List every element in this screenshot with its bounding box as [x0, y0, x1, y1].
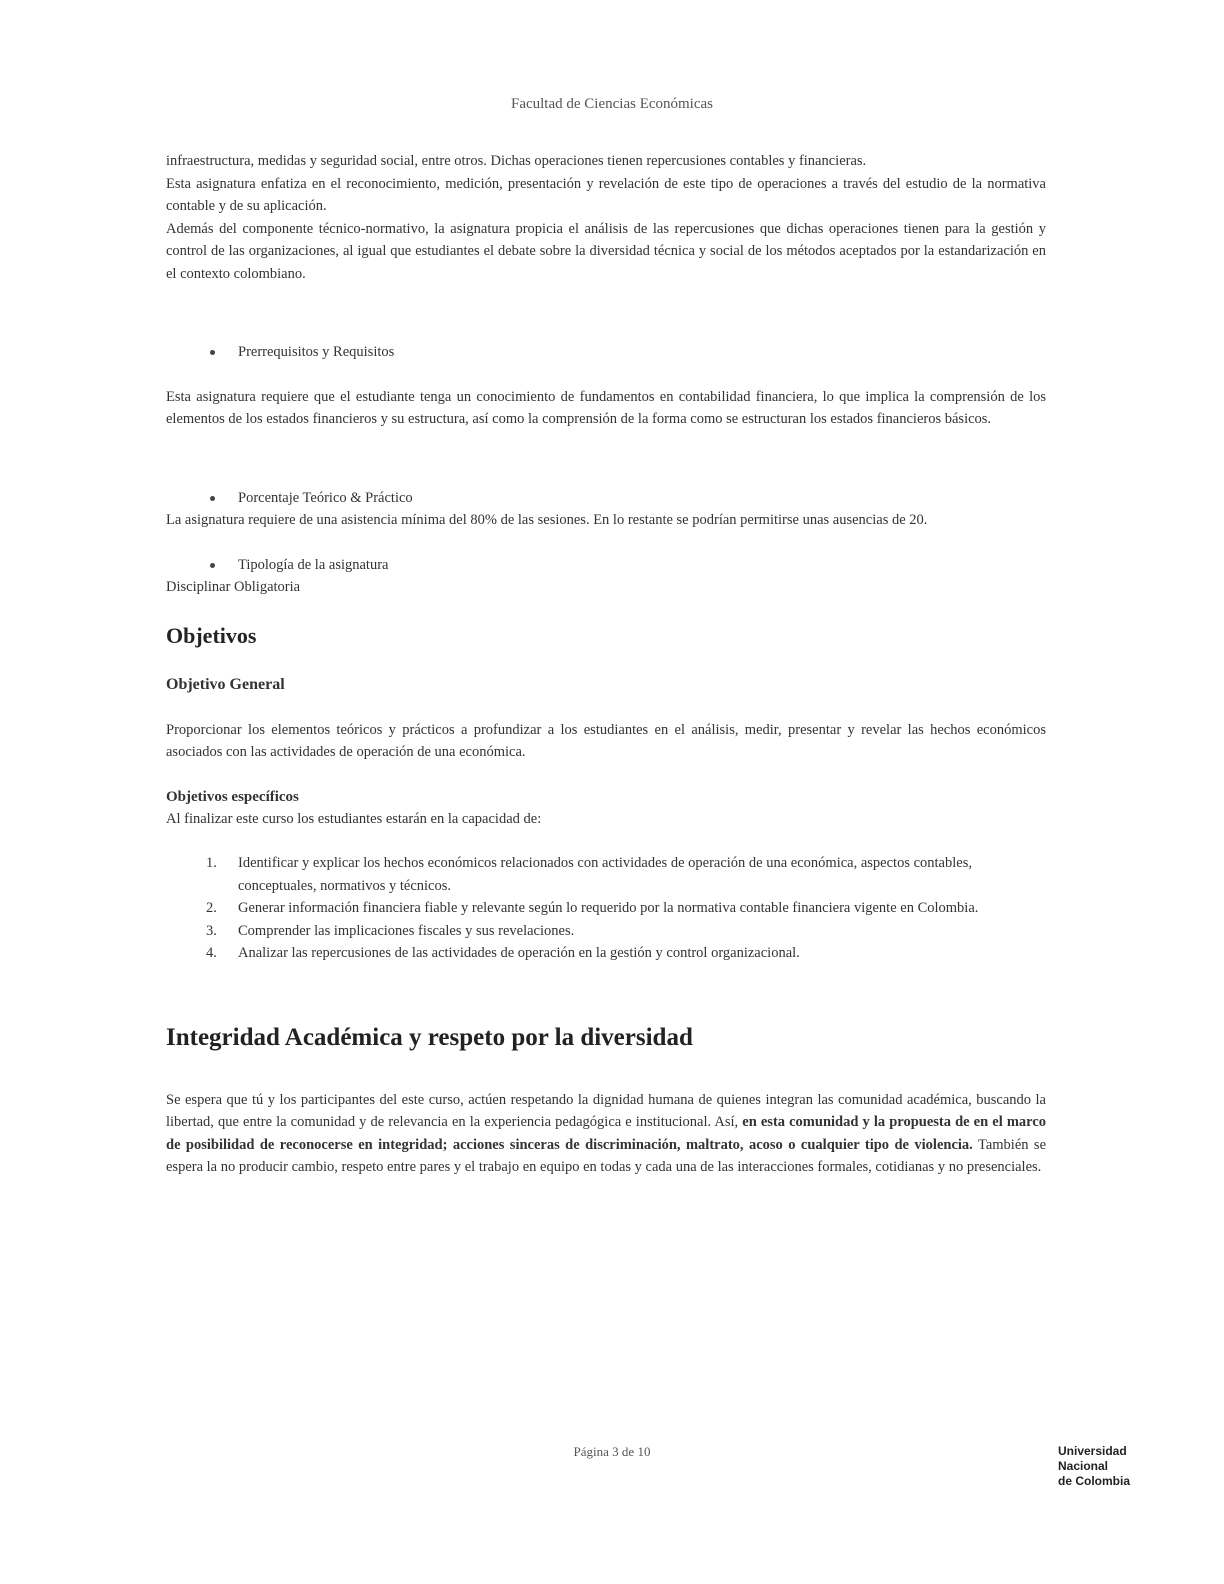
typology-text: Disciplinar Obligatoria — [166, 579, 301, 595]
typology-bullet: Tipología de la asignatura — [166, 554, 1046, 577]
integrity-text: Se espera que tú y los participantes del este curso, actúen respetando la dignidad humana de quienes integran las comunidad académica, buscando la libertad, que entre la comunidad y de relevancia en la experiencia pedagógica e institucional. Así, en esta comunidad y la propuesta de en el marco de posibilidad de reconocerse en integridad; acciones sinceras de discriminación, maltrato, acoso o cualquier tipo de violencia. También se espera la no producir cambio, respeto entre pares y el trabajo en equipo en todas y cada una de las interacciones formales, cotidianas y no presenciales. — [166, 1091, 1047, 1175]
intro-paragraph-3: Además del componente técnico-normativo, la asignatura propicia el análisis de las repercusiones que dichas operaciones tienen para la gestión y control de las organizaciones, al igual que estudiantes el debate sobre la diversidad técnica y social de los métodos aceptados por la estandarización en el contexto colombiano. — [166, 220, 1046, 282]
practice-bullet: Porcentaje Teórico & Práctico — [166, 487, 1046, 510]
general-objective-text: Proporcionar los elementos teóricos y prácticos a profundizar a los estudiantes en el análisis, medir, presentar y revelar las hechos económicos asociados con las actividades de operación de una económica. — [166, 721, 1046, 760]
specific-objectives-intro: Al finalizar este curso los estudiantes estarán en la capacidad de: — [166, 810, 542, 827]
prereq-text: Esta asignatura requiere que el estudiante tenga un conocimiento de fundamentos en contabilidad financiera, lo que implica la comprensión de los elementos de los estados financieros y su estructura, así como la comprensión de la forma como se estructuran los estados financieros básicos. — [166, 388, 1046, 427]
university-logo: Universidad Nacional de Colombia — [1058, 1444, 1131, 1488]
prereq-bullet: Prerrequisitos y Requisitos — [166, 341, 1046, 364]
list-item: 2. Generar información financiera fiable y relevante según lo requerido por la normativa contable financiera vigente en Colombia. — [206, 900, 979, 916]
page-number: Página 3 de 10 — [573, 1444, 651, 1459]
intro-paragraph-2: Esta asignatura enfatiza en el reconocimiento, medición, presentación y revelación de este tipo de operaciones a través del estudio de la normativa contable y de su aplicación. — [166, 175, 1046, 214]
list-item: 3. Comprender las implicaciones fiscales y sus revelaciones. — [206, 922, 575, 939]
general-objective-heading: Objetivo General — [166, 675, 285, 693]
page-content — [166, 150, 1046, 1179]
intro-paragraph-1: infraestructura, medidas y seguridad social, entre otros. Dichas operaciones tienen repercusiones contables y financieras. — [166, 153, 867, 169]
specific-objectives-list — [166, 852, 1046, 965]
objectives-heading: Objetivos — [166, 622, 257, 648]
list-item: 1. Identificar y explicar los hechos económicos relacionados con actividades de operación de una económica, aspectos contables, conceptuales, normativos y técnicos. — [206, 855, 972, 894]
specific-objectives-heading: Objetivos específicos — [166, 788, 299, 805]
practice-text: La asignatura requiere de una asistencia mínima del 80% de las sesiones. En lo restante se podrían permitirse unas ausencias de 20. — [166, 512, 928, 528]
list-item: 4. Analizar las repercusiones de las actividades de operación en la gestión y control organizacional. — [206, 945, 800, 961]
integrity-heading: Integridad Académica y respeto por la diversidad — [166, 1023, 693, 1051]
page-header: Facultad de Ciencias Económicas — [510, 96, 714, 112]
